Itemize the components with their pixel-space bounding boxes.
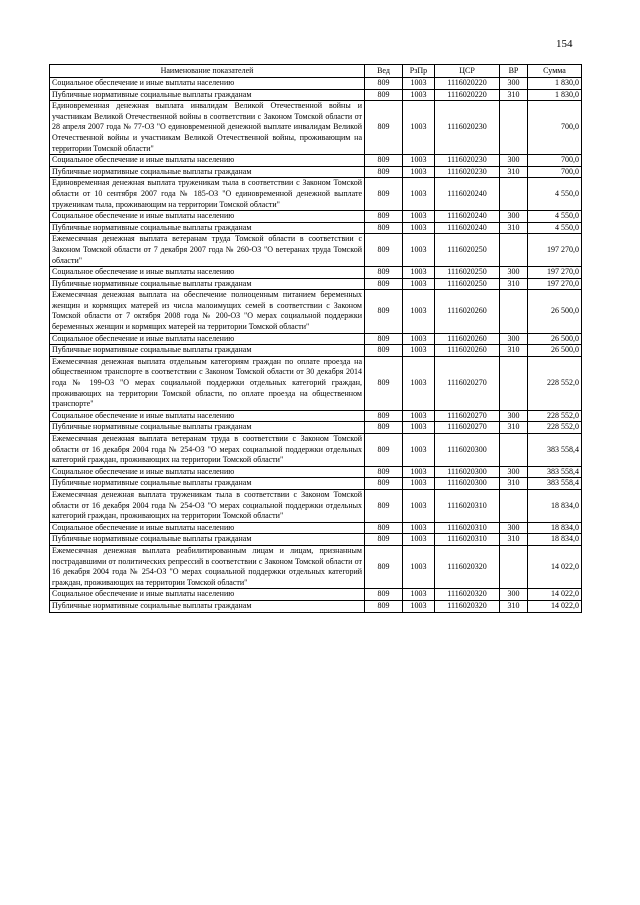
row-csr: 1116020240 [435, 178, 500, 211]
row-vr [500, 545, 528, 588]
row-csr: 1116020260 [435, 290, 500, 333]
header-ved: Вед [365, 65, 403, 78]
row-ved: 809 [365, 422, 403, 434]
budget-table [49, 64, 582, 613]
row-ved: 809 [365, 89, 403, 101]
row-sum: 18 834,0 [528, 522, 582, 534]
row-ved: 809 [365, 155, 403, 167]
table-row [50, 489, 582, 522]
row-ved: 809 [365, 290, 403, 333]
row-name: Ежемесячная денежная выплата на обеспечение полноценным питанием беременных женщин и кормящих матерей из числа малоимущих семей в соответствии с Законом Томской области от 7 октября 2008 года № 200-ОЗ "О мерах социальной поддержки беременных женщин и кормящих матерей на территории Томской области" [50, 290, 365, 333]
row-rzpr: 1003 [403, 545, 435, 588]
row-csr: 1116020240 [435, 222, 500, 234]
row-csr: 1116020220 [435, 78, 500, 90]
row-rzpr: 1003 [403, 345, 435, 357]
row-rzpr: 1003 [403, 89, 435, 101]
row-name: Социальное обеспечение и иные выплаты населению [50, 211, 365, 223]
row-rzpr: 1003 [403, 211, 435, 223]
row-rzpr: 1003 [403, 522, 435, 534]
page-number: 154 [556, 38, 573, 50]
row-rzpr: 1003 [403, 466, 435, 478]
row-sum: 228 552,0 [528, 422, 582, 434]
table-row [50, 545, 582, 588]
row-ved: 809 [365, 545, 403, 588]
row-csr: 1116020310 [435, 489, 500, 522]
row-rzpr: 1003 [403, 178, 435, 211]
row-name: Социальное обеспечение и иные выплаты населению [50, 410, 365, 422]
row-csr: 1116020230 [435, 101, 500, 155]
row-ved: 809 [365, 345, 403, 357]
table-row [50, 155, 582, 167]
row-vr [500, 178, 528, 211]
row-sum: 26 500,0 [528, 345, 582, 357]
table-header [50, 65, 582, 78]
row-csr: 1116020270 [435, 410, 500, 422]
row-vr: 310 [500, 222, 528, 234]
row-vr: 300 [500, 78, 528, 90]
row-name: Социальное обеспечение и иные выплаты населению [50, 522, 365, 534]
row-vr: 310 [500, 534, 528, 546]
row-vr [500, 489, 528, 522]
table-row [50, 422, 582, 434]
row-vr: 300 [500, 589, 528, 601]
row-sum: 228 552,0 [528, 356, 582, 410]
row-csr: 1116020260 [435, 345, 500, 357]
row-ved: 809 [365, 267, 403, 279]
row-ved: 809 [365, 534, 403, 546]
row-sum: 383 558,4 [528, 466, 582, 478]
table-row [50, 478, 582, 490]
row-vr [500, 356, 528, 410]
row-name: Ежемесячная денежная выплата отдельным категориям граждан по оплате проезда на общественном транспорте в соответствии с Законом Томской области от 30 декабря 2014 года № 199-ОЗ "О мерах социальной поддержки отдельных категорий граждан, проживающих на территории Томской области, по оплате проезда на общественном транспорте" [50, 356, 365, 410]
row-ved: 809 [365, 356, 403, 410]
row-rzpr: 1003 [403, 155, 435, 167]
row-ved: 809 [365, 211, 403, 223]
table-row [50, 290, 582, 333]
table-row [50, 345, 582, 357]
row-rzpr: 1003 [403, 267, 435, 279]
table-row [50, 178, 582, 211]
row-name: Единовременная денежная выплата труженикам тыла в соответствии с Законом Томской области от 10 сентября 2007 года № 185-ОЗ "О единовременной денежной выплате труженикам тыла, проживающим на территории Томской области" [50, 178, 365, 211]
row-sum: 700,0 [528, 166, 582, 178]
row-ved: 809 [365, 234, 403, 267]
row-rzpr: 1003 [403, 589, 435, 601]
row-name: Публичные нормативные социальные выплаты гражданам [50, 345, 365, 357]
row-sum: 4 550,0 [528, 222, 582, 234]
row-csr: 1116020300 [435, 466, 500, 478]
row-sum: 197 270,0 [528, 278, 582, 290]
table-row [50, 522, 582, 534]
row-vr: 300 [500, 155, 528, 167]
row-rzpr: 1003 [403, 478, 435, 490]
row-csr: 1116020300 [435, 434, 500, 467]
row-rzpr: 1003 [403, 222, 435, 234]
row-csr: 1116020310 [435, 534, 500, 546]
row-vr: 310 [500, 422, 528, 434]
row-sum: 14 022,0 [528, 589, 582, 601]
row-csr: 1116020270 [435, 356, 500, 410]
row-sum: 18 834,0 [528, 534, 582, 546]
row-ved: 809 [365, 78, 403, 90]
row-rzpr: 1003 [403, 166, 435, 178]
table-row [50, 278, 582, 290]
row-rzpr: 1003 [403, 333, 435, 345]
row-name: Публичные нормативные социальные выплаты гражданам [50, 534, 365, 546]
header-vr: ВР [500, 65, 528, 78]
row-name: Социальное обеспечение и иные выплаты населению [50, 466, 365, 478]
row-sum: 1 830,0 [528, 78, 582, 90]
row-rzpr: 1003 [403, 356, 435, 410]
row-name: Социальное обеспечение и иные выплаты населению [50, 155, 365, 167]
row-ved: 809 [365, 466, 403, 478]
row-csr: 1116020230 [435, 155, 500, 167]
row-name: Ежемесячная денежная выплата ветеранам труда в соответствии с Законом Томской области от 16 декабря 2004 года № 254-ОЗ "О мерах социальной поддержки отдельных категорий граждан, проживающих на территории Томской области" [50, 434, 365, 467]
row-ved: 809 [365, 166, 403, 178]
row-rzpr: 1003 [403, 290, 435, 333]
row-vr: 310 [500, 166, 528, 178]
row-csr: 1116020250 [435, 234, 500, 267]
row-ved: 809 [365, 489, 403, 522]
table-row [50, 234, 582, 267]
row-sum: 26 500,0 [528, 290, 582, 333]
row-vr [500, 234, 528, 267]
row-name: Ежемесячная денежная выплата ветеранам труда Томской области в соответствии с Законом Томской области от 7 декабря 2007 года № 260-ОЗ "О ветеранах труда Томской области" [50, 234, 365, 267]
row-rzpr: 1003 [403, 101, 435, 155]
row-rzpr: 1003 [403, 600, 435, 612]
row-name: Ежемесячная денежная выплата реабилитированным лицам и лицам, признанным пострадавшими от политических репрессий в соответствии с Законом Томской области от 16 декабря 2004 года № 254-ОЗ "О мерах социальной поддержки отдельных категорий граждан, проживающих на территории Томской области" [50, 545, 365, 588]
row-sum: 1 830,0 [528, 89, 582, 101]
row-ved: 809 [365, 278, 403, 290]
row-ved: 809 [365, 333, 403, 345]
row-rzpr: 1003 [403, 410, 435, 422]
row-name: Публичные нормативные социальные выплаты гражданам [50, 278, 365, 290]
row-vr: 300 [500, 211, 528, 223]
row-name: Социальное обеспечение и иные выплаты населению [50, 78, 365, 90]
row-name: Ежемесячная денежная выплата труженикам тыла в соответствии с Законом Томской области от 16 декабря 2004 года № 254-ОЗ "О мерах социальной поддержки отдельных категорий граждан, проживающих на территории Томской области" [50, 489, 365, 522]
table-row [50, 600, 582, 612]
header-csr: ЦСР [435, 65, 500, 78]
row-vr: 300 [500, 333, 528, 345]
row-vr: 300 [500, 466, 528, 478]
row-ved: 809 [365, 522, 403, 534]
row-rzpr: 1003 [403, 489, 435, 522]
row-rzpr: 1003 [403, 234, 435, 267]
row-sum: 383 558,4 [528, 478, 582, 490]
table-row [50, 589, 582, 601]
row-csr: 1116020320 [435, 600, 500, 612]
row-name: Публичные нормативные социальные выплаты гражданам [50, 89, 365, 101]
row-vr: 300 [500, 267, 528, 279]
row-sum: 14 022,0 [528, 600, 582, 612]
table-body [50, 78, 582, 613]
row-sum: 700,0 [528, 155, 582, 167]
row-name: Публичные нормативные социальные выплаты гражданам [50, 422, 365, 434]
row-name: Социальное обеспечение и иные выплаты населению [50, 333, 365, 345]
table-row [50, 434, 582, 467]
row-sum: 18 834,0 [528, 489, 582, 522]
row-ved: 809 [365, 600, 403, 612]
row-ved: 809 [365, 410, 403, 422]
header-row [50, 65, 582, 78]
row-name: Публичные нормативные социальные выплаты гражданам [50, 166, 365, 178]
row-vr: 310 [500, 600, 528, 612]
row-sum: 197 270,0 [528, 267, 582, 279]
table-row [50, 356, 582, 410]
row-name: Публичные нормативные социальные выплаты гражданам [50, 600, 365, 612]
row-rzpr: 1003 [403, 278, 435, 290]
row-ved: 809 [365, 101, 403, 155]
row-ved: 809 [365, 478, 403, 490]
table-row [50, 267, 582, 279]
table-row [50, 333, 582, 345]
row-csr: 1116020240 [435, 211, 500, 223]
row-vr [500, 290, 528, 333]
row-ved: 809 [365, 178, 403, 211]
row-name: Социальное обеспечение и иные выплаты населению [50, 267, 365, 279]
row-csr: 1116020260 [435, 333, 500, 345]
row-sum: 383 558,4 [528, 434, 582, 467]
row-name: Публичные нормативные социальные выплаты гражданам [50, 222, 365, 234]
row-csr: 1116020250 [435, 267, 500, 279]
table-row [50, 78, 582, 90]
row-csr: 1116020250 [435, 278, 500, 290]
row-name: Единовременная денежная выплата инвалидам Великой Отечественной войны и участникам Великой Отечественной войны в соответствии с Законом Томской области от 28 апреля 2007 года № 77-ОЗ "О единовременной денежной выплате инвалидам Великой Отечественной войны и участникам Великой Отечественной войны, проживающим на территории Томской области" [50, 101, 365, 155]
row-csr: 1116020230 [435, 166, 500, 178]
row-vr: 300 [500, 522, 528, 534]
row-vr: 310 [500, 478, 528, 490]
row-ved: 809 [365, 222, 403, 234]
row-csr: 1116020320 [435, 589, 500, 601]
row-vr [500, 101, 528, 155]
row-rzpr: 1003 [403, 534, 435, 546]
row-sum: 700,0 [528, 101, 582, 155]
table-row [50, 89, 582, 101]
table-row [50, 222, 582, 234]
table-row [50, 166, 582, 178]
row-vr: 310 [500, 278, 528, 290]
row-csr: 1116020320 [435, 545, 500, 588]
table-row [50, 211, 582, 223]
row-sum: 14 022,0 [528, 545, 582, 588]
row-rzpr: 1003 [403, 422, 435, 434]
row-vr: 310 [500, 89, 528, 101]
row-rzpr: 1003 [403, 78, 435, 90]
row-sum: 26 500,0 [528, 333, 582, 345]
row-name: Социальное обеспечение и иные выплаты населению [50, 589, 365, 601]
row-csr: 1116020310 [435, 522, 500, 534]
row-vr: 300 [500, 410, 528, 422]
row-name: Публичные нормативные социальные выплаты гражданам [50, 478, 365, 490]
row-sum: 4 550,0 [528, 178, 582, 211]
row-sum: 4 550,0 [528, 211, 582, 223]
row-csr: 1116020270 [435, 422, 500, 434]
row-vr: 310 [500, 345, 528, 357]
row-sum: 197 270,0 [528, 234, 582, 267]
row-csr: 1116020220 [435, 89, 500, 101]
header-sum: Сумма [528, 65, 582, 78]
table-row [50, 101, 582, 155]
table-row [50, 410, 582, 422]
header-rzpr: РзПр [403, 65, 435, 78]
row-sum: 228 552,0 [528, 410, 582, 422]
row-csr: 1116020300 [435, 478, 500, 490]
row-vr [500, 434, 528, 467]
row-ved: 809 [365, 589, 403, 601]
table-row [50, 466, 582, 478]
row-ved: 809 [365, 434, 403, 467]
row-rzpr: 1003 [403, 434, 435, 467]
table-row [50, 534, 582, 546]
header-name: Наименование показателей [50, 65, 365, 78]
